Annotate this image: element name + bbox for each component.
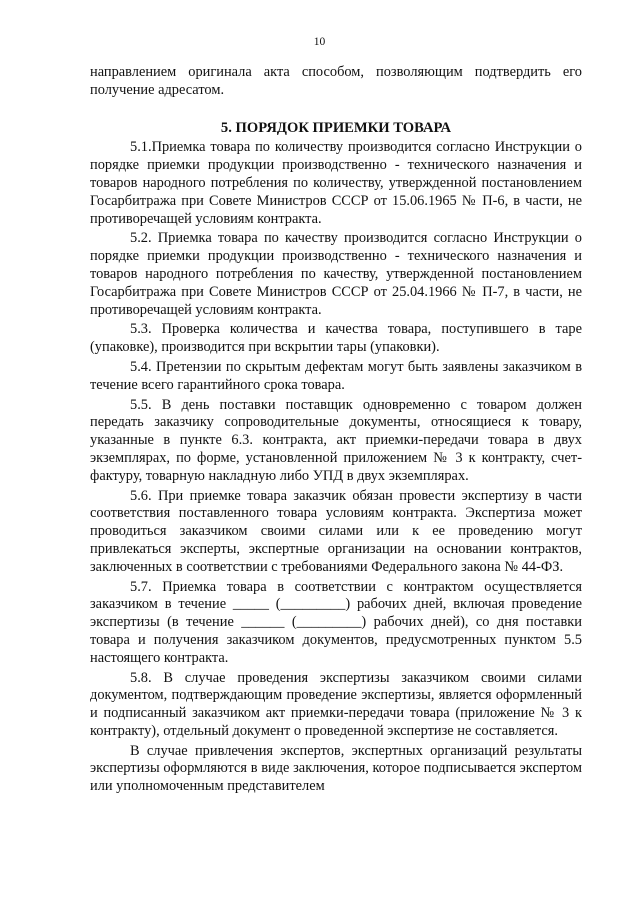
document-body [90, 64, 582, 796]
paragraph-5-7: 5.7. Приемка товара в соответствии с контрактом осуществляется заказчиком в течение _____ (_________) рабочих дней, включая проведение экспертизы (в течение ______ (_________) рабочих дней), со дня поставки товара и получения заказчиком документов, предусмотренных пунктом 5.5 настоящего контракта. [90, 578, 582, 666]
paragraph-5-3: 5.3. Проверка количества и качества товара, поступившего в таре (упаковке), производится при вскрытии тары (упаковки). [90, 321, 582, 356]
paragraph-5-8: 5.8. В случае проведения экспертизы заказчиком своими силами документом, подтверждающим проведение экспертизы, является оформленный и подписанный заказчиком акт приемки-передачи товара (приложение № 3 к контракту), отдельный документ о проведенной экспертизе не составляется. [90, 669, 582, 739]
page-number: 10 [313, 36, 326, 48]
paragraph-experts: В случае привлечения экспертов, экспертных организаций результаты экспертизы оформляются в виде заключения, которое подписывается экспертом или уполномоченным представителем [90, 742, 582, 795]
paragraph-5-2: 5.2. Приемка товара по качеству производится согласно Инструкции о порядке приемки продукции производственно - технического назначения и товаров народного потребления по качеству, утвержденной постановлением Госарбитража при Совете Министров СССР от 25.04.1966 № П-7, в части, не противоречащей условиям контракта. [90, 230, 582, 318]
paragraph-5-1: 5.1.Приемка товара по количеству производится согласно Инструкции о порядке приемки продукции производственно - технического назначения и товаров народного потребления по количеству, утвержденной постановлением Госарбитража при Совете Министров СССР от 15.06.1965 № П-6, в части, не противоречащей условиям контракта. [90, 139, 582, 227]
intro-text: направлением оригинала акта способом, позволяющим подтвердить его получение адресатом. [90, 64, 582, 98]
paragraph-5-4: 5.4. Претензии по скрытым дефектам могут быть заявлены заказчиком в течение всего гарантийного срока товара. [90, 358, 582, 393]
paragraph-5-6: 5.6. При приемке товара заказчик обязан провести экспертизу в части соответствия поставленного товара условиям контракта. Экспертиза может проводиться заказчиком своими силами или к ее проведению могут привлекаться эксперты, экспертные организации на основании контрактов, заключенных в соответствии с требованиями Федерального закона № 44-ФЗ. [90, 487, 582, 575]
paragraph-5-5: 5.5. В день поставки поставщик одновременно с товаром должен передать заказчику сопроводительные документы, относящиеся к товару, указанные в пункте 6.3. контракта, акт приемки-передачи товара в двух экземплярах, по форме, установленной приложением № 3 к контракту, счет-фактуру, товарную накладную либо УПД в двух экземплярах. [90, 396, 582, 484]
section-title: 5. ПОРЯДОК ПРИЕМКИ ТОВАРА [220, 119, 452, 136]
